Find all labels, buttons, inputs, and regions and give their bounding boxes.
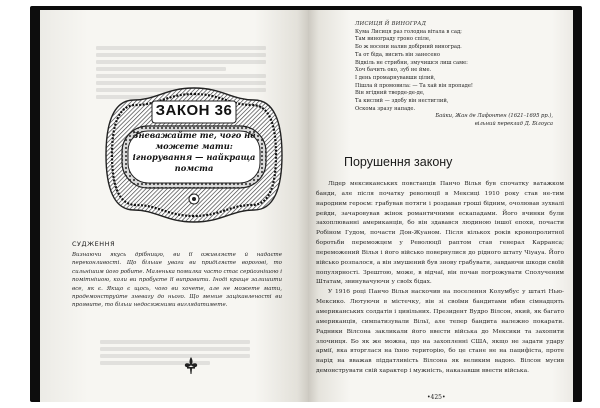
judgement-heading: СУДЖЕННЯ bbox=[72, 240, 116, 248]
poem-line: Там винограду гроно спiле, bbox=[355, 36, 431, 43]
poem-line: Бо ж восени налив добiрний виноград. bbox=[355, 44, 462, 51]
bleed-through-line bbox=[96, 74, 266, 78]
poem-line: Оскома зразу нападе. bbox=[355, 105, 416, 112]
bleed-through-line bbox=[96, 60, 266, 64]
bleed-through-line bbox=[96, 53, 266, 57]
poem-line: I день промарнувавши цiлий, bbox=[355, 74, 436, 81]
bleed-through-line bbox=[100, 340, 250, 344]
bleed-through-line bbox=[96, 81, 266, 85]
fable-poem bbox=[355, 29, 565, 114]
poem-line: Вiн ягiдний тверде-де-де, bbox=[355, 90, 425, 97]
poem-line: Та от бiда, висить вiн занесено bbox=[355, 51, 440, 58]
poem-line: Та кислий — здобу вiн нестиглий, bbox=[355, 98, 449, 105]
law-emblem bbox=[104, 86, 284, 224]
law-statement: Зневажайте те, чого не можете мати: ігнорування — найкраща помста bbox=[132, 130, 256, 173]
bleed-through-line bbox=[100, 354, 250, 358]
poem-line: Пiшла й промовила: — Та хай вiн пропаде! bbox=[355, 82, 474, 89]
poem-line: Хоч бачить око, зуб не йме. bbox=[355, 67, 432, 74]
poem-line: Кума Лисиця раз голодна вiтала в сад; bbox=[355, 28, 462, 35]
body-paragraph: Лідер мексиканських повстанців Панчо Вілья був спочатку ватажком банди, але після початку революції в Мексиці 1910 року став не-тим народним героєм: грабував потяги і роздавав гроші бідним, очолював зухвалі рейди, зачаровував жінок романтичними ескападами. Його вчинки були захоплюванні американців, бо він здавався людиною іншої епохи, почасти Робіном Гудом, почасти Дон-Жуаном. Після кількох років кровопролитної боротьби переможцем у Революції раптом став генерал Карранса; переможений Вілья і його військо повернулися до рідного штату Чіуауа. Його військо розпалося, а він змушений був знову грабувати, завдаючи шкоди своїй популярності. Зрештою, може, в відчаї, він почав погрожувати Сполученим Штатам, звинувачуючи у своїх бідах. bbox=[316, 181, 564, 286]
law-number: ЗАКОН 36 bbox=[155, 102, 233, 119]
bleed-through-line bbox=[96, 67, 226, 71]
section-heading: Порушення закону bbox=[344, 155, 453, 169]
judgement-text: Визнаючи якусь дрібницю, ви її оживляєте й надаєте переконливості. Що більше уваги ви приділяєте ворогові, то сильнішим його робите. Маленька помилка часто стає серйознішою і помітнішою, коли ви пробуєте її виправити. Іноді краще залишити все, як є. Якщо є щось, чого ви хочете, але не можете мати, продемонструйте зневагу до нього. Що менше зацікавленості ви проявите, то більш недосяжними виглядатимете. bbox=[72, 252, 282, 309]
fable-title: ЛИСИЦЯ Й ВИНОГРАД bbox=[355, 21, 427, 27]
fable-block bbox=[355, 21, 565, 129]
right-body-text bbox=[316, 180, 564, 377]
page-number: •425• bbox=[427, 394, 446, 401]
body-paragraph: У 1916 році Панчо Вілья наскочив на поселення Колумбус у штаті Нью-Мексико. Лютуючи в містечку, він зі своїми бандитами вбив сімнадцять американських солдатів і цивільних. Президент Вудро Вілсон, який, як багато американців, симпатизували Вільї, але тепер бандита належно покарати. Радники Вілсона закликали його ввести війська до Мексики та захопити злочинця. Бо як же можна, що на захопленні США, якщо не задати удару армії, яка вторглася на їхню територію, бо це стане не на пацифіста, проте нарід на вважав піддатливість Вілсона як великим вадою. Вілсон мусив демонструвати свій характер і мужність, наказавши ввести війська. bbox=[316, 289, 564, 375]
fable-attribution: Байки, Жан де Лафонтен (1621–1695 рр.), bbox=[435, 113, 553, 120]
bleed-through-line bbox=[100, 347, 250, 351]
fable-translator: вiльний переклад Д. Білоуса bbox=[474, 121, 553, 128]
poem-line: Вiдкiль не стрибни, змучишся лиш саме: bbox=[355, 59, 468, 66]
fleur-de-lis-icon bbox=[183, 356, 199, 376]
bleed-through-line bbox=[96, 46, 266, 50]
